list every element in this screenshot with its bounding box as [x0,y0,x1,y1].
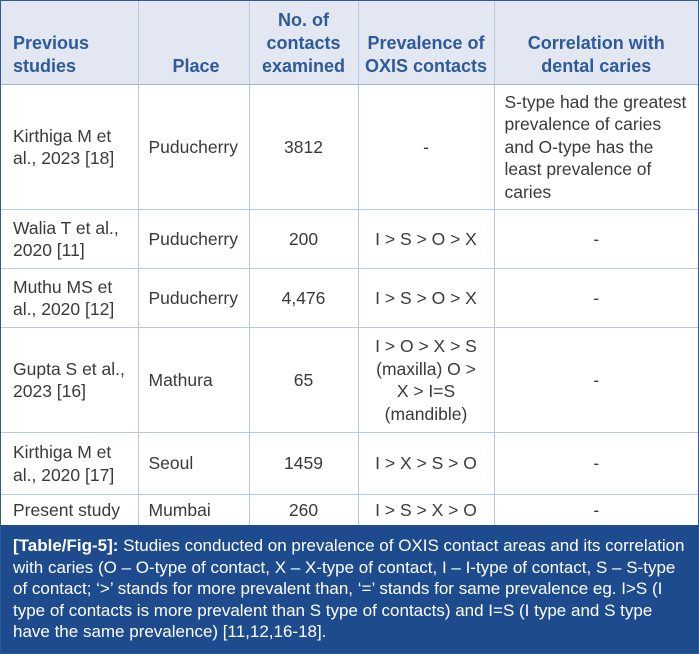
table-row [1,85,698,210]
table-caption [1,525,698,653]
table-row [1,433,698,495]
table-row [1,210,698,269]
header-previous-studies: Previous studies [1,1,138,85]
cell-correlation: - [494,433,698,495]
header-oxis-prevalence: Prevalence of OXIS contacts [358,1,494,85]
cell-prevalence: - [358,85,494,210]
cell-contacts: 4,476 [249,269,358,328]
cell-place: Puducherry [138,269,249,328]
cell-correlation: - [494,495,698,526]
cell-study: Kirthiga M et al., 2023 [18] [1,85,138,210]
cell-prevalence: I > X > S > O [358,433,494,495]
studies-table [1,1,698,526]
caption-label: [Table/Fig-5]: [13,536,119,555]
table-row [1,269,698,328]
cell-study: Kirthiga M et al., 2020 [17] [1,433,138,495]
table-row [1,328,698,433]
caption-text: Studies conducted on prevalence of OXIS contact areas and its correlation with caries (O – O-type of contact, X – X-type of contact, I – I-type of contact, S – S-type of contact; ‘>’ stands for more prevalent than, ‘=’ stands for same prevalence eg. I>S (I type of contacts is more prevalent than S type of contacts) and I=S (I type and S type have the same prevalence) [11,12,16-18]. [13,536,685,641]
cell-place: Seoul [138,433,249,495]
cell-correlation: - [494,269,698,328]
cell-prevalence: I > S > X > O [358,495,494,526]
cell-study: Present study [1,495,138,526]
cell-correlation: S-type had the greatest prevalence of caries and O-type has the least prevalence of caries [494,85,698,210]
table-row [1,495,698,526]
cell-contacts: 3812 [249,85,358,210]
cell-correlation: - [494,210,698,269]
cell-contacts: 65 [249,328,358,433]
cell-contacts: 200 [249,210,358,269]
cell-contacts: 1459 [249,433,358,495]
header-place: Place [138,1,249,85]
cell-prevalence: I > S > O > X [358,269,494,328]
cell-prevalence: I > S > O > X [358,210,494,269]
table-header-row [1,1,698,85]
cell-correlation: - [494,328,698,433]
cell-place: Puducherry [138,210,249,269]
cell-place: Mumbai [138,495,249,526]
cell-place: Puducherry [138,85,249,210]
cell-prevalence: I > O > X > S (maxilla) O > X > I=S (mandible) [358,328,494,433]
cell-contacts: 260 [249,495,358,526]
header-contacts-examined: No. of contacts examined [249,1,358,85]
cell-study: Muthu MS et al., 2020 [12] [1,269,138,328]
cell-place: Mathura [138,328,249,433]
cell-study: Walia T et al., 2020 [11] [1,210,138,269]
header-dental-caries-correlation: Correlation with dental caries [494,1,698,85]
cell-study: Gupta S et al., 2023 [16] [1,328,138,433]
